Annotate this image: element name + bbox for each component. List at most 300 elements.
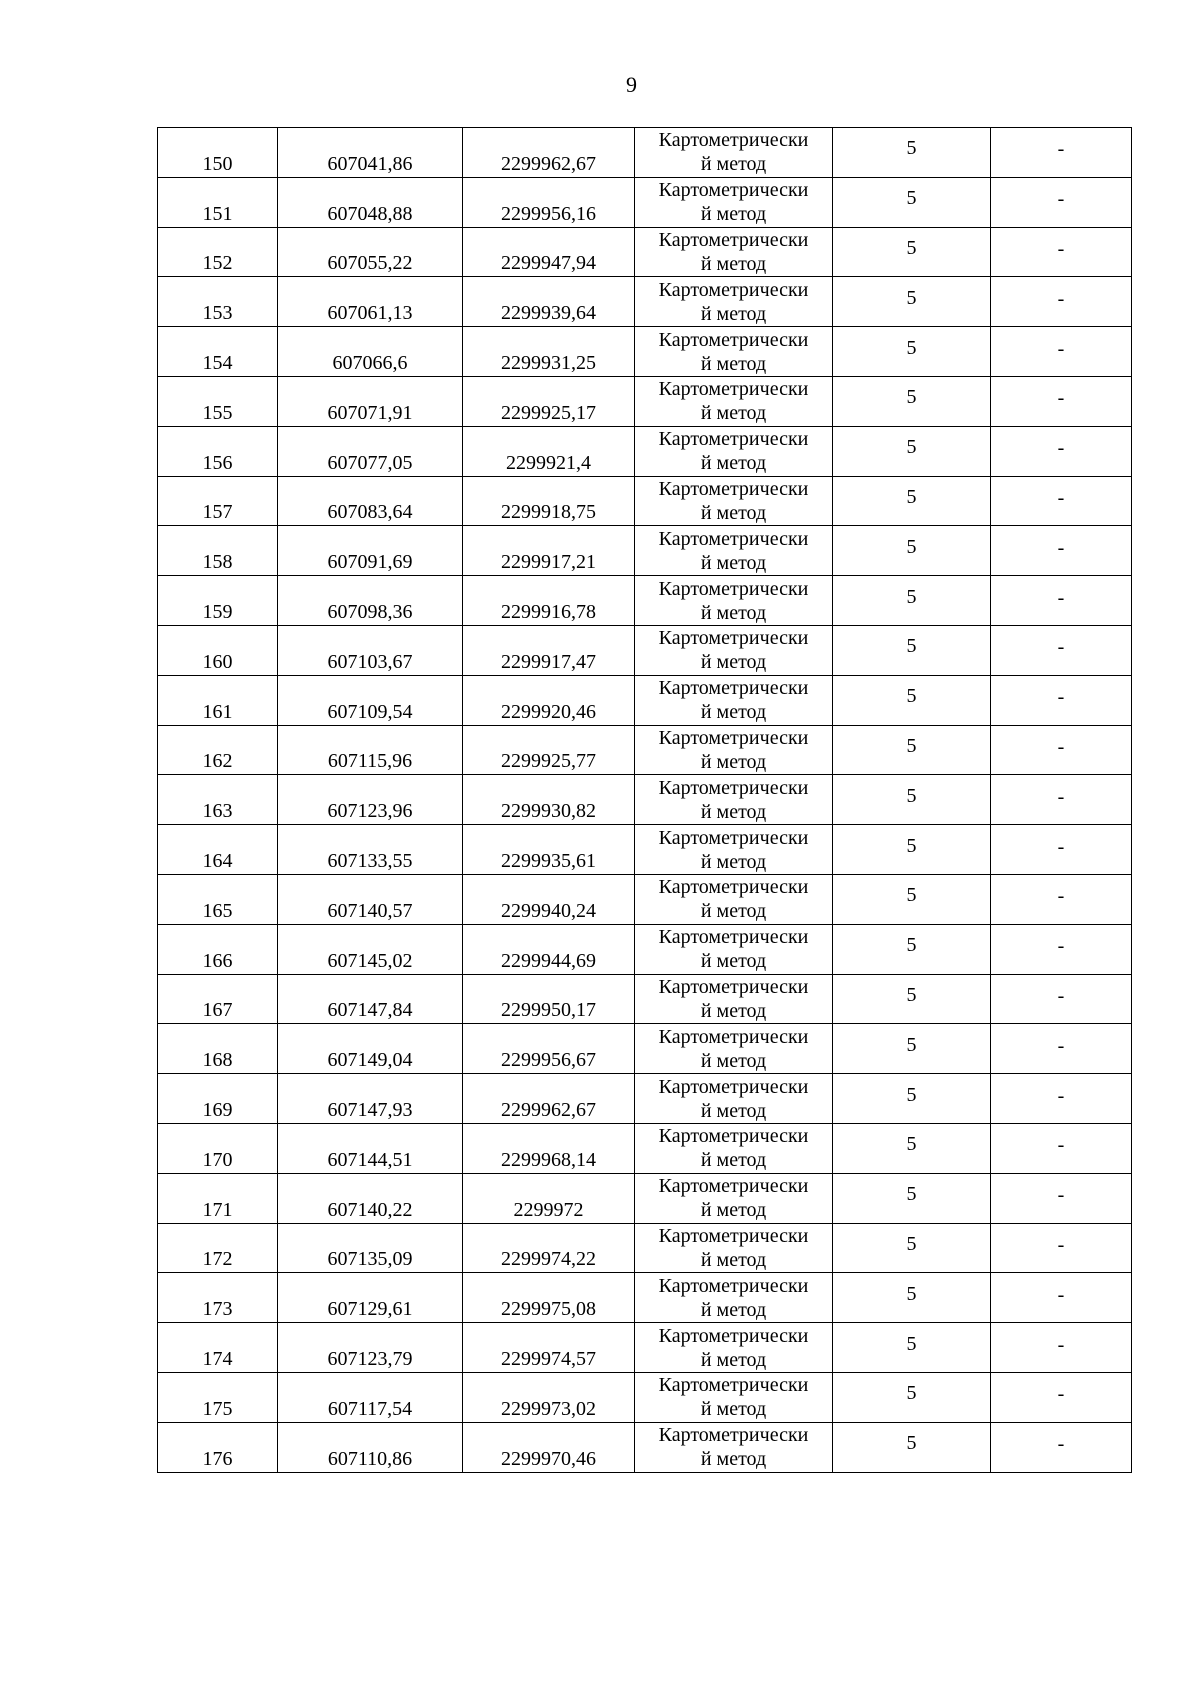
x-coordinate-cell	[278, 874, 463, 924]
accuracy-cell	[833, 476, 991, 526]
y-coordinate-cell	[463, 1372, 635, 1422]
description-cell	[991, 327, 1132, 377]
description-value: -	[1057, 1333, 1065, 1356]
point-number: 173	[202, 1298, 233, 1321]
method-cell	[635, 874, 833, 924]
accuracy-value: 5	[906, 983, 917, 1006]
x-coordinate: 607077,05	[327, 451, 413, 474]
description-cell	[991, 775, 1132, 825]
method-line-1: Картометрически	[658, 428, 809, 451]
x-coordinate: 607149,04	[327, 1049, 413, 1072]
accuracy-value: 5	[906, 137, 917, 160]
description-cell	[991, 1273, 1132, 1323]
table-row	[158, 1173, 1132, 1223]
coordinates-table-body	[158, 128, 1132, 1473]
x-coordinate-cell	[278, 426, 463, 476]
table-row	[158, 1323, 1132, 1373]
method-line-1: Картометрически	[658, 1374, 809, 1397]
x-coordinate: 607140,22	[327, 1198, 413, 1221]
method-cell	[635, 1223, 833, 1273]
accuracy-value: 5	[906, 386, 917, 409]
method-cell	[635, 526, 833, 576]
y-coordinate: 2299973,02	[501, 1397, 596, 1420]
table-row	[158, 1273, 1132, 1323]
description-cell	[991, 675, 1132, 725]
description-cell	[991, 177, 1132, 227]
method-cell	[635, 1024, 833, 1074]
point-number-cell	[158, 476, 278, 526]
method-line-1: Картометрически	[658, 627, 809, 650]
x-coordinate-cell	[278, 327, 463, 377]
method-line-1: Картометрически	[658, 527, 809, 550]
method-cell	[635, 426, 833, 476]
y-coordinate: 2299931,25	[501, 351, 596, 374]
description-cell	[991, 426, 1132, 476]
x-coordinate: 607091,69	[327, 551, 413, 574]
y-coordinate: 2299947,94	[501, 252, 596, 275]
accuracy-value: 5	[906, 1382, 917, 1405]
method-line-2: й метод	[700, 850, 767, 873]
table-row	[158, 128, 1132, 178]
method-line-2: й метод	[700, 1248, 767, 1271]
x-coordinate: 607109,54	[327, 700, 413, 723]
y-coordinate: 2299935,61	[501, 849, 596, 872]
table-row	[158, 277, 1132, 327]
method-line-2: й метод	[700, 203, 767, 226]
y-coordinate: 2299918,75	[501, 501, 596, 524]
description-value: -	[1057, 1233, 1065, 1256]
y-coordinate-cell	[463, 1123, 635, 1173]
description-value: -	[1057, 586, 1065, 609]
point-number: 157	[202, 501, 233, 524]
accuracy-value: 5	[906, 535, 917, 558]
method-line-2: й метод	[700, 900, 767, 923]
point-number-cell	[158, 327, 278, 377]
accuracy-value: 5	[906, 784, 917, 807]
y-coordinate-cell	[463, 924, 635, 974]
method-line-2: й метод	[700, 302, 767, 325]
method-line-2: й метод	[700, 999, 767, 1022]
x-coordinate: 607133,55	[327, 849, 413, 872]
description-value: -	[1057, 1184, 1065, 1207]
y-coordinate: 2299916,78	[501, 600, 596, 623]
point-number: 154	[202, 351, 233, 374]
accuracy-cell	[833, 376, 991, 426]
table-row	[158, 327, 1132, 377]
accuracy-cell	[833, 825, 991, 875]
y-coordinate-cell	[463, 376, 635, 426]
point-number-cell	[158, 177, 278, 227]
point-number: 161	[202, 700, 233, 723]
x-coordinate-cell	[278, 526, 463, 576]
method-line-1: Картометрически	[658, 826, 809, 849]
description-cell	[991, 576, 1132, 626]
point-number-cell	[158, 576, 278, 626]
x-coordinate: 607103,67	[327, 650, 413, 673]
method-line-1: Картометрически	[658, 876, 809, 899]
y-coordinate: 2299921,4	[506, 451, 591, 474]
accuracy-cell	[833, 1323, 991, 1373]
method-line-1: Картометрически	[658, 228, 809, 251]
description-value: -	[1057, 1433, 1065, 1456]
description-cell	[991, 1223, 1132, 1273]
method-line-2: й метод	[700, 1199, 767, 1222]
description-cell	[991, 128, 1132, 178]
y-coordinate: 2299917,47	[501, 650, 596, 673]
description-cell	[991, 924, 1132, 974]
method-line-1: Картометрически	[658, 577, 809, 600]
table-row	[158, 177, 1132, 227]
x-coordinate-cell	[278, 576, 463, 626]
description-value: -	[1057, 486, 1065, 509]
accuracy-cell	[833, 327, 991, 377]
description-cell	[991, 1372, 1132, 1422]
accuracy-cell	[833, 1173, 991, 1223]
point-number: 156	[202, 451, 233, 474]
accuracy-cell	[833, 1223, 991, 1273]
y-coordinate: 2299940,24	[501, 899, 596, 922]
description-value: -	[1057, 1383, 1065, 1406]
point-number-cell	[158, 1123, 278, 1173]
accuracy-value: 5	[906, 834, 917, 857]
y-coordinate-cell	[463, 874, 635, 924]
description-cell	[991, 1123, 1132, 1173]
y-coordinate: 2299970,46	[501, 1447, 596, 1470]
x-coordinate: 607048,88	[327, 202, 413, 225]
point-number: 159	[202, 600, 233, 623]
accuracy-value: 5	[906, 1183, 917, 1206]
description-cell	[991, 1422, 1132, 1472]
x-coordinate-cell	[278, 1123, 463, 1173]
description-cell	[991, 1323, 1132, 1373]
description-value: -	[1057, 437, 1065, 460]
x-coordinate-cell	[278, 1422, 463, 1472]
y-coordinate: 2299956,67	[501, 1049, 596, 1072]
point-number-cell	[158, 1273, 278, 1323]
accuracy-cell	[833, 177, 991, 227]
x-coordinate-cell	[278, 1173, 463, 1223]
y-coordinate-cell	[463, 526, 635, 576]
method-line-1: Картометрически	[658, 1324, 809, 1347]
description-cell	[991, 974, 1132, 1024]
x-coordinate-cell	[278, 376, 463, 426]
point-number: 164	[202, 849, 233, 872]
description-value: -	[1057, 1034, 1065, 1057]
method-line-1: Картометрически	[658, 1274, 809, 1297]
method-cell	[635, 1074, 833, 1124]
y-coordinate: 2299930,82	[501, 800, 596, 823]
description-value: -	[1057, 536, 1065, 559]
x-coordinate-cell	[278, 625, 463, 675]
description-value: -	[1057, 935, 1065, 958]
y-coordinate-cell	[463, 1223, 635, 1273]
x-coordinate: 607061,13	[327, 302, 413, 325]
y-coordinate: 2299962,67	[501, 1098, 596, 1121]
y-coordinate: 2299974,22	[501, 1248, 596, 1271]
accuracy-value: 5	[906, 1432, 917, 1455]
method-line-1: Картометрически	[658, 926, 809, 949]
x-coordinate-cell	[278, 1273, 463, 1323]
accuracy-value: 5	[906, 436, 917, 459]
method-cell	[635, 1422, 833, 1472]
method-line-2: й метод	[700, 1348, 767, 1371]
method-line-1: Картометрически	[658, 278, 809, 301]
table-row	[158, 426, 1132, 476]
table-row	[158, 775, 1132, 825]
description-value: -	[1057, 1134, 1065, 1157]
accuracy-value: 5	[906, 1133, 917, 1156]
x-coordinate: 607147,84	[327, 999, 413, 1022]
point-number-cell	[158, 227, 278, 277]
table-row	[158, 1123, 1132, 1173]
method-line-1: Картометрически	[658, 1025, 809, 1048]
description-cell	[991, 277, 1132, 327]
accuracy-value: 5	[906, 934, 917, 957]
y-coordinate: 2299968,14	[501, 1148, 596, 1171]
accuracy-value: 5	[906, 286, 917, 309]
accuracy-cell	[833, 1372, 991, 1422]
point-number: 174	[202, 1347, 233, 1370]
accuracy-cell	[833, 1422, 991, 1472]
y-coordinate: 2299950,17	[501, 999, 596, 1022]
x-coordinate-cell	[278, 775, 463, 825]
y-coordinate-cell	[463, 675, 635, 725]
description-cell	[991, 1024, 1132, 1074]
method-cell	[635, 376, 833, 426]
table-row	[158, 476, 1132, 526]
point-number: 169	[202, 1098, 233, 1121]
y-coordinate: 2299917,21	[501, 551, 596, 574]
y-coordinate-cell	[463, 1074, 635, 1124]
y-coordinate-cell	[463, 327, 635, 377]
y-coordinate: 2299944,69	[501, 949, 596, 972]
accuracy-cell	[833, 974, 991, 1024]
table-row	[158, 376, 1132, 426]
accuracy-value: 5	[906, 1282, 917, 1305]
description-value: -	[1057, 885, 1065, 908]
point-number: 162	[202, 750, 233, 773]
method-line-2: й метод	[700, 950, 767, 973]
y-coordinate-cell	[463, 825, 635, 875]
point-number: 160	[202, 650, 233, 673]
x-coordinate-cell	[278, 924, 463, 974]
point-number: 176	[202, 1447, 233, 1470]
point-number-cell	[158, 1024, 278, 1074]
x-coordinate: 607071,91	[327, 401, 413, 424]
method-line-2: й метод	[700, 1099, 767, 1122]
accuracy-cell	[833, 874, 991, 924]
method-line-2: й метод	[700, 800, 767, 823]
table-row	[158, 1223, 1132, 1273]
table-row	[158, 874, 1132, 924]
description-cell	[991, 376, 1132, 426]
y-coordinate-cell	[463, 177, 635, 227]
y-coordinate-cell	[463, 476, 635, 526]
method-line-2: й метод	[700, 1448, 767, 1471]
table-row	[158, 725, 1132, 775]
accuracy-cell	[833, 426, 991, 476]
description-value: -	[1057, 188, 1065, 211]
method-line-2: й метод	[700, 352, 767, 375]
point-number-cell	[158, 675, 278, 725]
description-cell	[991, 874, 1132, 924]
accuracy-cell	[833, 1074, 991, 1124]
coordinates-table	[157, 127, 1132, 1473]
method-line-1: Картометрически	[658, 776, 809, 799]
accuracy-value: 5	[906, 1033, 917, 1056]
y-coordinate-cell	[463, 725, 635, 775]
point-number-cell	[158, 874, 278, 924]
table-row	[158, 1024, 1132, 1074]
point-number: 155	[202, 401, 233, 424]
x-coordinate-cell	[278, 675, 463, 725]
y-coordinate: 2299920,46	[501, 700, 596, 723]
point-number-cell	[158, 376, 278, 426]
method-cell	[635, 476, 833, 526]
point-number: 166	[202, 949, 233, 972]
y-coordinate: 2299975,08	[501, 1298, 596, 1321]
point-number-cell	[158, 426, 278, 476]
y-coordinate-cell	[463, 1024, 635, 1074]
point-number-cell	[158, 1074, 278, 1124]
method-cell	[635, 974, 833, 1024]
x-coordinate-cell	[278, 227, 463, 277]
method-line-1: Картометрически	[658, 378, 809, 401]
x-coordinate-cell	[278, 1323, 463, 1373]
y-coordinate-cell	[463, 1422, 635, 1472]
point-number-cell	[158, 725, 278, 775]
method-line-2: й метод	[700, 1298, 767, 1321]
point-number-cell	[158, 1323, 278, 1373]
description-cell	[991, 625, 1132, 675]
accuracy-cell	[833, 1273, 991, 1323]
method-line-1: Картометрически	[658, 179, 809, 202]
method-cell	[635, 775, 833, 825]
x-coordinate-cell	[278, 1024, 463, 1074]
table-row	[158, 1372, 1132, 1422]
accuracy-cell	[833, 625, 991, 675]
y-coordinate: 2299925,17	[501, 401, 596, 424]
point-number: 165	[202, 899, 233, 922]
point-number-cell	[158, 825, 278, 875]
x-coordinate-cell	[278, 825, 463, 875]
description-value: -	[1057, 337, 1065, 360]
point-number: 150	[202, 152, 233, 175]
x-coordinate: 607140,57	[327, 899, 413, 922]
point-number: 152	[202, 252, 233, 275]
table-row	[158, 825, 1132, 875]
y-coordinate: 2299974,57	[501, 1347, 596, 1370]
x-coordinate: 607110,86	[327, 1447, 413, 1470]
point-number-cell	[158, 1422, 278, 1472]
accuracy-cell	[833, 576, 991, 626]
accuracy-cell	[833, 526, 991, 576]
method-line-1: Картометрически	[658, 975, 809, 998]
x-coordinate: 607145,02	[327, 949, 413, 972]
x-coordinate: 607083,64	[327, 501, 413, 524]
point-number: 168	[202, 1049, 233, 1072]
method-line-1: Картометрически	[658, 726, 809, 749]
method-line-1: Картометрически	[658, 328, 809, 351]
method-cell	[635, 277, 833, 327]
description-cell	[991, 476, 1132, 526]
accuracy-value: 5	[906, 585, 917, 608]
accuracy-value: 5	[906, 485, 917, 508]
method-line-2: й метод	[700, 153, 767, 176]
method-line-1: Картометрически	[658, 1125, 809, 1148]
x-coordinate: 607123,79	[327, 1347, 413, 1370]
y-coordinate-cell	[463, 227, 635, 277]
point-number: 158	[202, 551, 233, 574]
method-line-1: Картометрически	[658, 677, 809, 700]
x-coordinate: 607117,54	[327, 1397, 413, 1420]
method-line-2: й метод	[700, 1398, 767, 1421]
accuracy-value: 5	[906, 1232, 917, 1255]
method-cell	[635, 1273, 833, 1323]
y-coordinate: 2299962,67	[501, 152, 596, 175]
method-line-2: й метод	[700, 402, 767, 425]
accuracy-value: 5	[906, 1083, 917, 1106]
accuracy-cell	[833, 1123, 991, 1173]
y-coordinate-cell	[463, 128, 635, 178]
y-coordinate-cell	[463, 1273, 635, 1323]
y-coordinate-cell	[463, 426, 635, 476]
description-cell	[991, 526, 1132, 576]
point-number-cell	[158, 1223, 278, 1273]
accuracy-cell	[833, 775, 991, 825]
table-row	[158, 1074, 1132, 1124]
x-coordinate: 607147,93	[327, 1098, 413, 1121]
x-coordinate: 607098,36	[327, 600, 413, 623]
y-coordinate-cell	[463, 277, 635, 327]
method-cell	[635, 625, 833, 675]
x-coordinate-cell	[278, 277, 463, 327]
accuracy-cell	[833, 675, 991, 725]
accuracy-value: 5	[906, 884, 917, 907]
x-coordinate: 607123,96	[327, 800, 413, 823]
description-value: -	[1057, 1283, 1065, 1306]
accuracy-cell	[833, 1024, 991, 1074]
description-value: -	[1057, 735, 1065, 758]
accuracy-cell	[833, 725, 991, 775]
x-coordinate-cell	[278, 725, 463, 775]
method-line-2: й метод	[700, 701, 767, 724]
description-value: -	[1057, 785, 1065, 808]
accuracy-cell	[833, 924, 991, 974]
point-number-cell	[158, 277, 278, 327]
method-line-2: й метод	[700, 601, 767, 624]
x-coordinate: 607055,22	[327, 252, 413, 275]
method-cell	[635, 128, 833, 178]
description-value: -	[1057, 636, 1065, 659]
method-line-2: й метод	[700, 501, 767, 524]
point-number-cell	[158, 775, 278, 825]
method-cell	[635, 1323, 833, 1373]
point-number: 153	[202, 302, 233, 325]
point-number: 172	[202, 1248, 233, 1271]
accuracy-value: 5	[906, 1332, 917, 1355]
table-row	[158, 675, 1132, 725]
x-coordinate-cell	[278, 177, 463, 227]
point-number-cell	[158, 1372, 278, 1422]
y-coordinate-cell	[463, 775, 635, 825]
method-cell	[635, 825, 833, 875]
method-line-1: Картометрически	[658, 1075, 809, 1098]
method-line-2: й метод	[700, 651, 767, 674]
description-cell	[991, 1074, 1132, 1124]
table-row	[158, 227, 1132, 277]
description-cell	[991, 227, 1132, 277]
